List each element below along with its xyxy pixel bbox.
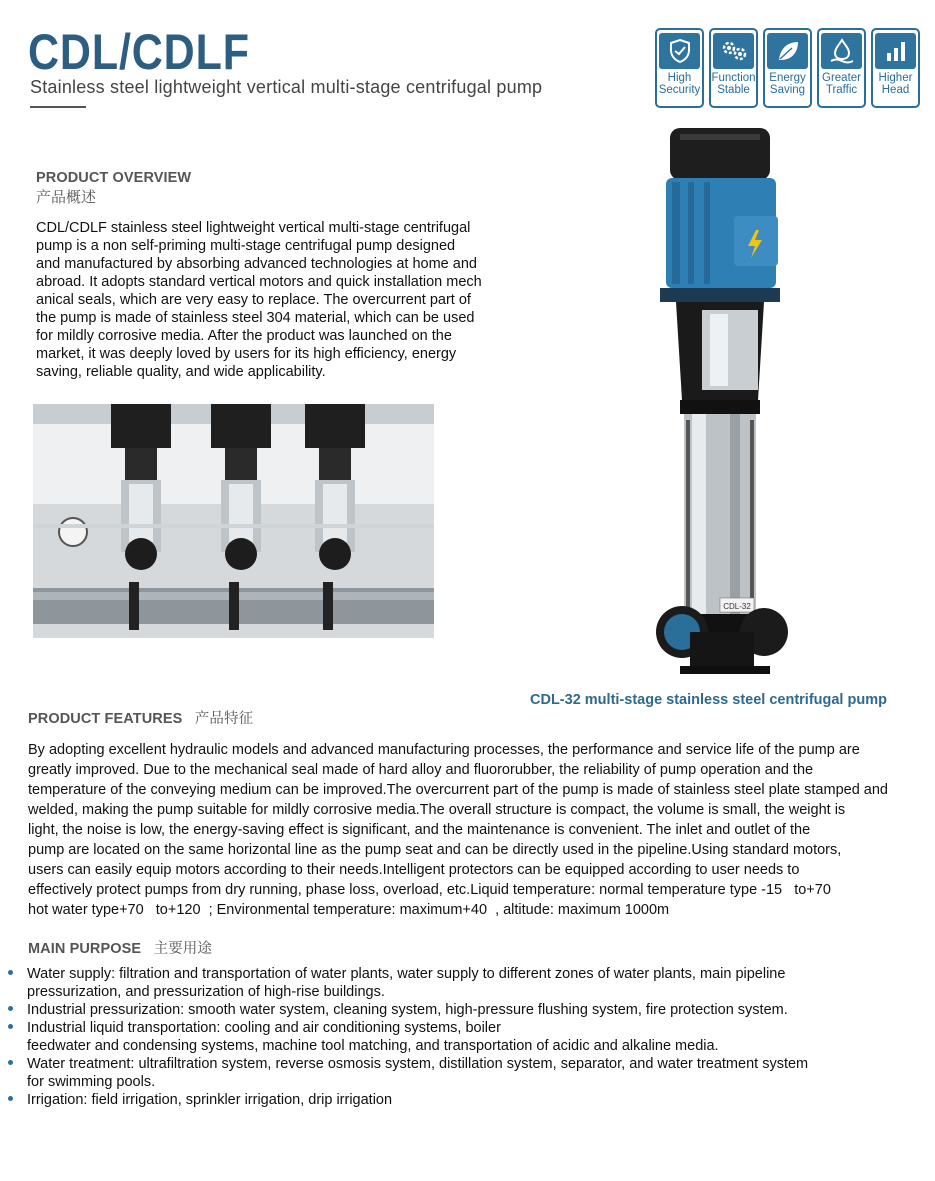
text-line: abroad. It adopts standard vertical motors and quick installation mech (36, 274, 482, 290)
purpose-item-line: for swimming pools. (27, 1074, 156, 1090)
pump-product-image (640, 120, 800, 680)
page-subtitle: Stainless steel lightweight vertical multi-stage centrifugal pump (30, 77, 543, 97)
text-line: greatly improved. Due to the mechanical seal made of hard alloy and fluororubber, the reliability of pump operation and the (28, 762, 814, 778)
shield-icon (659, 33, 700, 69)
purpose-item-line: Industrial pressurization: smooth water system, cleaning system, high-pressure flushing system, fire protection system. (27, 1002, 788, 1018)
badge-label: Head (881, 84, 910, 96)
overview-heading-cn: 产品概述 (36, 189, 97, 206)
bullet-icon (8, 970, 13, 975)
text-line: temperature of the conveying medium can be improved.The overcurrent part of the pump is made of stainless steel plate stamped and (28, 782, 888, 798)
text-line: anical seals, which are very easy to replace. The overcurrent part of (36, 292, 471, 308)
text-line: users can easily equip motors according to their needs.Intelligent protectors can be equipped according to user needs to (28, 862, 800, 878)
overview-heading: PRODUCT OVERVIEW (36, 170, 192, 186)
pump-nameplate-label: CDL-32 (723, 602, 751, 611)
bullet-icon (8, 1060, 13, 1065)
purpose-heading-cn: 主要用途 (153, 941, 212, 957)
badge-greater-traffic (817, 28, 866, 108)
text-line: hot water type+70 to+120 ; Environmental temperature: maximum+40 , altitude: maximum 1000m (28, 902, 670, 918)
badge-high-security (655, 28, 704, 108)
text-line: the pump is made of stainless steel 304 material, which can be used (36, 310, 475, 326)
badge-energy-saving (763, 28, 812, 108)
badge-higher-head (871, 28, 920, 108)
features-paragraph (28, 740, 923, 920)
purpose-item-line: Water supply: filtration and transportation of water plants, water supply to different zones of water plants, main pipeline (27, 966, 786, 982)
overview-paragraph (36, 219, 506, 381)
badge-label: Higher (878, 72, 913, 84)
purpose-item-line: Industrial liquid transportation: cooling and air conditioning systems, boiler (27, 1020, 501, 1036)
purpose-heading (28, 937, 212, 958)
text-line: market, it was deeply loved by users for its high efficiency, energy (36, 346, 457, 362)
text-line: and manufactured by absorbing advanced technologies at home and (36, 256, 477, 272)
badge-label: Stable (717, 84, 750, 96)
text-line: pump are located on the same horizontal line as the pump seat and can be directly used in the pipeline.Using standard motors, (28, 842, 842, 858)
gears-icon (713, 33, 754, 69)
purpose-item (8, 1055, 908, 1091)
badge-function-stable (709, 28, 758, 108)
text-line: saving, reliable quality, and wide applicability. (36, 364, 326, 380)
purpose-item (8, 1001, 908, 1019)
purpose-item-line: Water treatment: ultrafiltration system, reverse osmosis system, distillation system, separator, and water treatment system (27, 1056, 809, 1072)
badge-label: Energy (769, 72, 806, 84)
badge-label: Greater (822, 72, 861, 84)
bullet-icon (8, 1096, 13, 1101)
badge-label: High (667, 72, 692, 84)
purpose-heading-en: MAIN PURPOSE (28, 941, 142, 957)
bar-chart-icon (875, 33, 916, 69)
bullet-icon (8, 1024, 13, 1029)
bullet-icon (8, 1006, 13, 1011)
badge-label: Function (711, 72, 756, 84)
purpose-item (8, 1091, 908, 1109)
features-heading-en: PRODUCT FEATURES (28, 711, 183, 727)
purpose-item (8, 1019, 908, 1055)
leaf-icon (767, 33, 808, 69)
badge-label: Saving (769, 84, 806, 96)
pump-caption: CDL-32 multi-stage stainless steel centrifugal pump (530, 692, 887, 708)
page-title: CDL/CDLF (28, 24, 250, 80)
text-line: By adopting excellent hydraulic models and advanced manufacturing processes, the performance and service life of the pump are (28, 742, 860, 758)
text-line: light, the noise is low, the energy-saving effect is significant, and the maintenance is convenient. The inlet and outlet of the (28, 822, 811, 838)
features-heading-cn: 产品特征 (194, 711, 254, 727)
text-line: pump is a non self-priming multi-stage centrifugal pump designed (36, 238, 456, 254)
text-line: welded, making the pump suitable for mildly corrosive media.The overall structure is compact, the volume is small, the weight is (28, 802, 846, 818)
text-line: effectively protect pumps from dry running, phase loss, overload, etc.Liquid temperature: normal temperature type -15 to+70 (28, 882, 831, 898)
purpose-list (8, 965, 908, 1109)
badge-label: Security (658, 84, 701, 96)
purpose-item-line: pressurization, and pressurization of high-rise buildings. (27, 984, 385, 1000)
purpose-item (8, 965, 908, 1001)
feature-badges (655, 28, 920, 108)
purpose-item-line: feedwater and condensing systems, machine tool matching, and transportation of acidic and alkaline media. (27, 1038, 719, 1054)
water-drop-icon (821, 33, 862, 69)
text-line: CDL/CDLF stainless steel lightweight vertical multi-stage centrifugal (36, 220, 471, 236)
subtitle-divider (30, 106, 86, 108)
purpose-item-line: Irrigation: field irrigation, sprinkler irrigation, drip irrigation (27, 1092, 393, 1108)
badge-label: Traffic (825, 84, 858, 96)
text-line: for mildly corrosive media. After the product was launched on the (36, 328, 452, 344)
installation-photo (33, 404, 434, 638)
features-heading (28, 707, 253, 728)
